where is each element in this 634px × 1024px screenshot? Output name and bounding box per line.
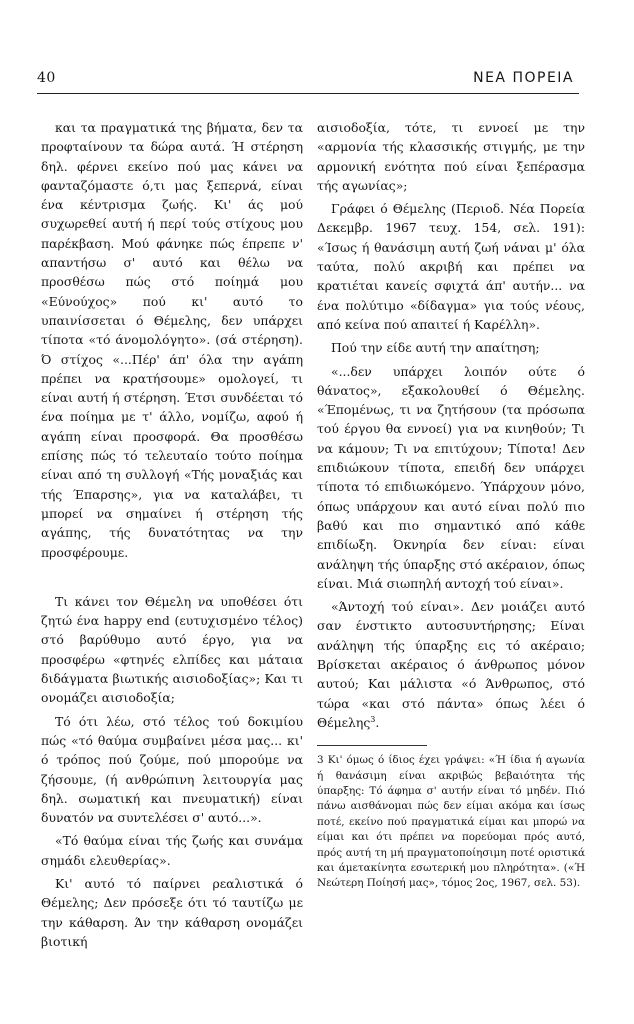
left-paragraph-4: «Τό θαύμα είναι τής ζωής και συνάμα σημάδι ελευθερίας».: [41, 833, 303, 868]
right-paragraph-5-text: «Άντοχή τού είναι». Δεν μοιάζει αυτό σαν ένστικτο αυτοσυντήρησης; Είναι ανάληψη τής ύπαρξης εις τό ακέραιο; Βρίσκεται ακέραιος ό άνθρωπος μόνον αυτού; Και μάλιστα «ό Άνθρωπος, στό τώρα «και στό πάντα» όπως λέει ό Θέμελης: [317, 599, 585, 730]
right-paragraph-5: «Άντοχή τού είναι». Δεν μοιάζει αυτό σαν ένστικτο αυτοσυντήρησης; Είναι ανάληψη τής ύπαρξης εις τό ακέραιο; Βρίσκεται ακέραιος ό άνθρωπος μόνον αυτού; Και μάλιστα «ό Άνθρωπος, στό τώρα «και στό πάντα» όπως λέει ό Θέμελης$^3$.: [317, 599, 585, 730]
left-column: [41, 118, 303, 951]
right-paragraph-4: «...δεν υπάρχει λοιπόν ούτε ό θάνατος», εξακολουθεί ό Θέμελης. «Έπομένως, τι να ζητήσουν (τα πρόσωπα τού έργου θα εννοεί) για να κινηθούν; Τι να κάμουν; Τι να επιτύχουν; Τίποτα! Δεν επιδιώκουν τίποτα, επειδή δεν υπάρχει τίποτα τό επιδιωκόμενο. Ύπάρχουν μόνο, όπως υπάρχουν και αυτό είναι πολύ πιο βαθύ και πιο σημαντικό από κάθε επιδίωξη. Όκνηρία δεν είναι: είναι ανάληψη τής ύπαρξης στό ακέραιον, όπως είναι. Μιά σιωπηλή αντοχή τού είναι».: [317, 363, 585, 591]
footnote-reference: 3: [370, 714, 376, 724]
page-number: 40: [37, 70, 56, 86]
running-head: ΝΕΑ ΠΟΡΕΙΑ: [473, 70, 574, 86]
footnote-rule: [317, 745, 427, 746]
left-paragraph-2: Τι κάνει τον Θέμελη να υποθέσει ότι ζητώ ένα happy end (ευτυχισμένο τέλος) στό βαρύθυμο αυτό έργο, για να προσφέρω «φτηνές ελπίδες και μάταια διδάγματα βιωτικής αισιοδοξίας»; Και τι ονομάζει αισιοδοξία;: [41, 593, 303, 706]
left-paragraph-3: Τό ότι λέω, στό τέλος τού δοκιμίου πώς «τό θαύμα συμβαίνει μέσα μας... κι' ό τρόπος πού ζούμε, πού μπορούμε να ζήσουμε, (ή ανθρώπινη λειτουργία μας δηλ. σωματική και πνευματική) είναι δυνατόν να συντελέσει σ' αυτό...».: [41, 713, 303, 826]
header-rule: [37, 93, 579, 94]
left-paragraph-1: και τα πραγματικά της βήματα, δεν τα προφταίνουν τα δώρα αυτά. Ή στέρηση δηλ. φέρνει εκείνο πού μας κάνει να φανταζόμαστε ό,τι μας ξεπερνά, είναι ένα κέντρισμα ζωής. Κι' άς μού συχωρεθεί αυτή ή περί τούς στίχους μου παρέκβαση. Μού φάνηκε πώς έπρεπε ν' απαντήσω σ' αυτό και θέλω να προσθέσω πώς στό ποίημά μου «Εύνούχος» πού κι' αυτό το υπαινίσσεται ό Θέμελης, δεν υπάρχει τίποτα «τό άνομολόγητο». (σά στέρηση). Ό στίχος «...Πέρ' άπ' όλα την αγάπη πρέπει να κρατήσουμε» ομολογεί, τι είναι αυτή ή στέρηση. Έτσι συνδέεται τό ένα ποίημα με τ' άλλο, νομίζω, αφού ή αγάπη είναι προσφορά. Θα προσθέσω επίσης πώς τό τελευταίο τούτο ποίημα είναι από τη συλλογή «Τής μοναξιάς και τής Έπαρσης», για να καταλάβει, τι μπορεί να σημαίνει ή στέρηση τής αγάπης, τής δυνατότητας να την προσφέρουμε.: [41, 120, 303, 560]
page-header: [0, 0, 634, 100]
right-paragraph-3: Πού την είδε αυτή την απαίτηση;: [331, 340, 540, 356]
right-column: [317, 118, 585, 892]
footnote: 3 Κι' όμως ό ίδιος έχει γράψει: «Ή ίδια ή αγωνία ή θανάσιμη είναι ακριβώς βεβαιότητα τής ύπαρξης: Τό άφημα σ' αυτήν είναι τό μηδέν. Πιό πάνω αισθάνομαι πώς δεν είμαι ακόμα και ίσως ποτέ, εκείνο πού πραγματικά είμαι και μπορώ να είμαι και ότι πρέπει να πορεύομαι πρός αυτό, πρός αυτή τη μή πραγματοποίησιμη ποτέ οριστικά και άμετακίνητα εσωτερική μου πληρότητα». («Ή Νεώτερη Ποίησή μας», τόμος 2ος, 1967, σελ. 53).: [317, 754, 585, 890]
right-paragraph-1: αισιοδοξία, τότε, τι εννοεί με την «αρμονία τής κλασσικής στιγμής, με την αρμονική ενότητα πού είναι ξεπέρασμα τής αγωνίας»;: [317, 120, 585, 193]
right-paragraph-2: Γράφει ό Θέμελης (Περιοδ. Νέα Πορεία Δεκεμβρ. 1967 τευχ. 154, σελ. 191): «Ίσως ή θανάσιμη αυτή ζωή νάναι μ' όλα ταύτα, πολύ ακριβή και πρέπει να κρατιέται κανείς σφιχτά άπ' αυτήν... να ένα πολύτιμο «δίδαγμα» για τούς νέους, από κείνα πού απαιτεί ή Καρέλλη».: [317, 201, 585, 332]
left-paragraph-5: Κι' αυτό τό παίρνει ρεαλιστικά ό Θέμελης; Δεν πρόσεξε ότι τό ταυτίζω με την κάθαρση. Άν την κάθαρση ονομάζει βιοτική: [41, 875, 303, 949]
